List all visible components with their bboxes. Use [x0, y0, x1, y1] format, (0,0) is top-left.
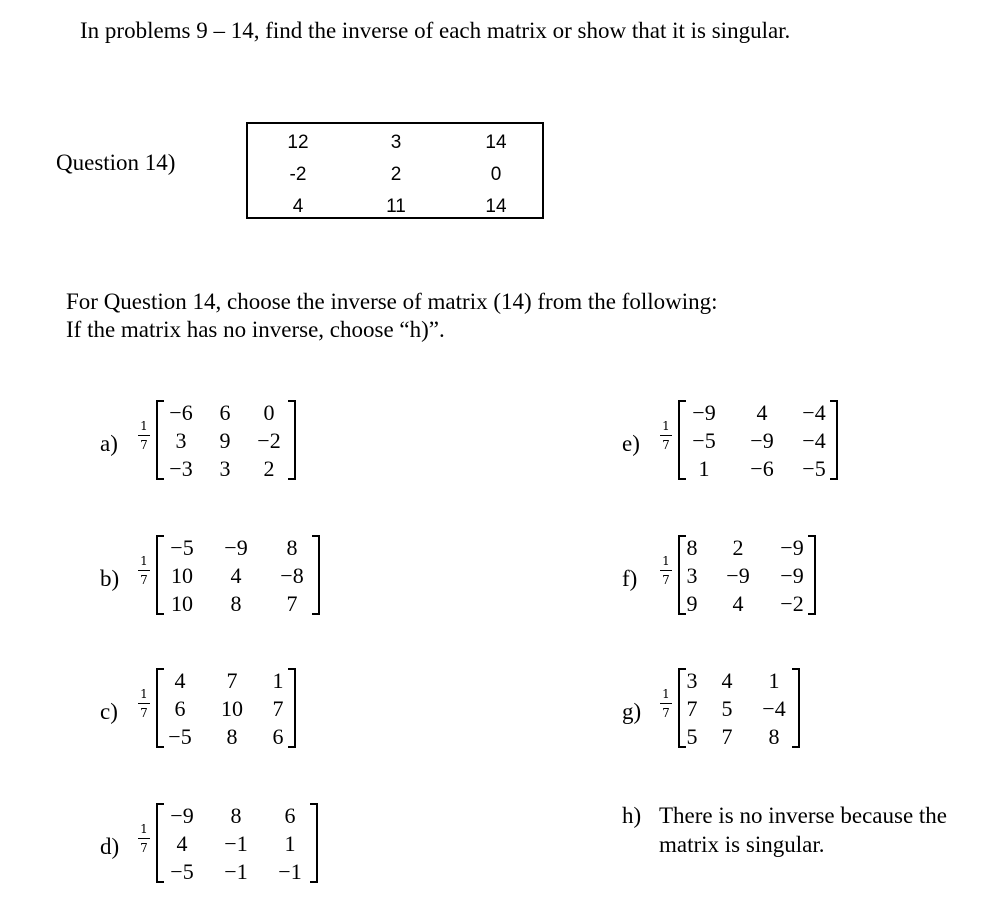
given-cell: 12 — [287, 132, 309, 153]
matrix-cell: −4 — [762, 696, 786, 721]
matrix-cell: 3 — [686, 668, 698, 693]
matrix-cell: −9 — [224, 535, 248, 560]
matrix-cell: −5 — [170, 859, 194, 884]
fraction — [138, 687, 150, 720]
choice-label: f) — [622, 566, 638, 591]
matrix-cell: −5 — [802, 456, 826, 481]
matrix-cell: −2 — [780, 591, 804, 616]
matrix-cell: 1 — [768, 668, 780, 693]
matrix-cell: 8 — [226, 724, 238, 749]
matrix-cell: 0 — [263, 400, 275, 425]
choice-label: d) — [100, 834, 120, 859]
fraction-denominator: 7 — [662, 706, 670, 720]
fraction-denominator: 7 — [140, 573, 148, 587]
fraction-numerator: 1 — [662, 554, 670, 568]
fraction-denominator: 7 — [140, 438, 148, 452]
matrix-cell: −6 — [169, 400, 193, 425]
matrix-cell: 10 — [221, 696, 243, 721]
fraction-numerator: 1 — [662, 687, 670, 701]
given-cell: 11 — [386, 196, 406, 217]
choice-c[interactable] — [100, 668, 310, 758]
matrix-cell: 1 — [272, 668, 284, 693]
matrix-cell: 6 — [174, 696, 186, 721]
choice-h[interactable] — [622, 803, 982, 863]
matrix-cell: −9 — [780, 563, 804, 588]
choice-b[interactable] — [100, 535, 330, 625]
fraction-denominator: 7 — [140, 706, 148, 720]
given-cell: 3 — [390, 132, 402, 153]
choice-label: a) — [100, 431, 118, 456]
fraction-numerator: 1 — [662, 419, 670, 433]
choice-e[interactable] — [622, 400, 852, 490]
choice-a[interactable] — [100, 400, 320, 490]
given-matrix — [246, 122, 544, 219]
matrix-cell: 7 — [686, 696, 698, 721]
choice-d[interactable] — [100, 803, 330, 893]
matrix-cell: −9 — [750, 428, 774, 453]
choice-h-line-2: matrix is singular. — [659, 832, 825, 857]
matrix-cell: 4 — [732, 591, 744, 616]
matrix-cell: 8 — [768, 724, 780, 749]
matrix-cell: 8 — [286, 535, 298, 560]
given-cell: 2 — [390, 164, 402, 185]
matrix-cell: −5 — [168, 724, 192, 749]
given-cell: 0 — [490, 164, 502, 185]
choice-label: h) — [622, 803, 642, 828]
matrix-cell: −9 — [692, 400, 716, 425]
fraction — [138, 554, 150, 587]
right-bracket — [312, 535, 320, 615]
matrix-cell: 9 — [686, 591, 698, 616]
right-bracket — [288, 668, 296, 748]
matrix-cell: −6 — [750, 456, 774, 481]
matrix-cell: 8 — [686, 535, 698, 560]
matrix-cell: −4 — [802, 428, 826, 453]
matrix-cell: 9 — [219, 428, 231, 453]
matrix-cell: −9 — [726, 563, 750, 588]
right-bracket — [808, 535, 816, 615]
matrix-cell: 4 — [176, 831, 188, 856]
matrix-cell: 6 — [284, 803, 296, 828]
fraction-numerator: 1 — [140, 687, 148, 701]
matrix-cell: −4 — [802, 400, 826, 425]
matrix-cell: 5 — [686, 724, 698, 749]
matrix-cell: 1 — [698, 456, 710, 481]
choice-g[interactable] — [622, 668, 822, 758]
matrix-cell: 7 — [272, 696, 284, 721]
fraction-numerator: 1 — [140, 822, 148, 836]
matrix-cell: 7 — [226, 668, 238, 693]
matrix-cell: −2 — [257, 428, 281, 453]
right-bracket — [310, 803, 318, 883]
matrix-cell: −3 — [169, 456, 193, 481]
fraction-denominator: 7 — [662, 438, 670, 452]
matrix-cell: 6 — [219, 400, 231, 425]
question-label: Question 14) — [56, 150, 176, 175]
choice-f[interactable] — [622, 535, 852, 625]
choice-label: b) — [100, 566, 120, 591]
matrix-cell: 4 — [756, 400, 768, 425]
matrix-cell: 3 — [219, 456, 231, 481]
fraction — [660, 554, 672, 587]
matrix-cell: 1 — [284, 831, 296, 856]
matrix-cell: 8 — [230, 803, 242, 828]
right-bracket — [830, 400, 838, 480]
matrix-cell: −1 — [224, 831, 248, 856]
fraction — [660, 687, 672, 720]
matrix-cell: −8 — [280, 563, 304, 588]
matrix-cell: 10 — [171, 591, 193, 616]
fraction — [138, 419, 150, 452]
given-cell: 14 — [485, 196, 507, 217]
matrix-cell: −9 — [780, 535, 804, 560]
matrix-cell: −1 — [224, 859, 248, 884]
matrix-cell: 2 — [732, 535, 744, 560]
instruction-line-2: If the matrix has no inverse, choose “h)”. — [66, 317, 445, 342]
matrix-cell: −5 — [170, 535, 194, 560]
fraction — [138, 822, 150, 855]
choice-label: c) — [100, 699, 118, 724]
matrix-cell: 4 — [230, 563, 242, 588]
matrix-cell: 10 — [171, 563, 193, 588]
matrix-cell: 8 — [230, 591, 242, 616]
fraction-numerator: 1 — [140, 419, 148, 433]
matrix-cell: 4 — [174, 668, 186, 693]
matrix-cell: 7 — [721, 724, 733, 749]
given-cell: -2 — [289, 164, 307, 185]
choice-h-line-1: There is no inverse because the — [659, 803, 948, 828]
choice-label: g) — [622, 699, 642, 724]
intro-text: In problems 9 – 14, find the inverse of each matrix or show that it is singular. — [80, 18, 791, 43]
given-cell: 4 — [292, 196, 304, 217]
matrix-cell: 2 — [263, 456, 275, 481]
matrix-cell: −5 — [692, 428, 716, 453]
matrix-cell: 3 — [175, 428, 187, 453]
matrix-cell: −9 — [170, 803, 194, 828]
matrix-cell: 3 — [686, 563, 698, 588]
given-cell: 14 — [485, 132, 507, 153]
right-bracket — [792, 668, 800, 748]
fraction-denominator: 7 — [140, 841, 148, 855]
fraction-denominator: 7 — [662, 573, 670, 587]
fraction-numerator: 1 — [140, 554, 148, 568]
matrix-cell: 4 — [721, 668, 733, 693]
matrix-cell: 7 — [286, 591, 298, 616]
matrix-cell: 5 — [721, 696, 733, 721]
matrix-cell: 6 — [272, 724, 284, 749]
right-bracket — [288, 400, 296, 480]
instruction-line-1: For Question 14, choose the inverse of matrix (14) from the following: — [66, 289, 718, 314]
choice-label: e) — [622, 431, 640, 456]
matrix-cell: −1 — [278, 859, 302, 884]
fraction — [660, 419, 672, 452]
